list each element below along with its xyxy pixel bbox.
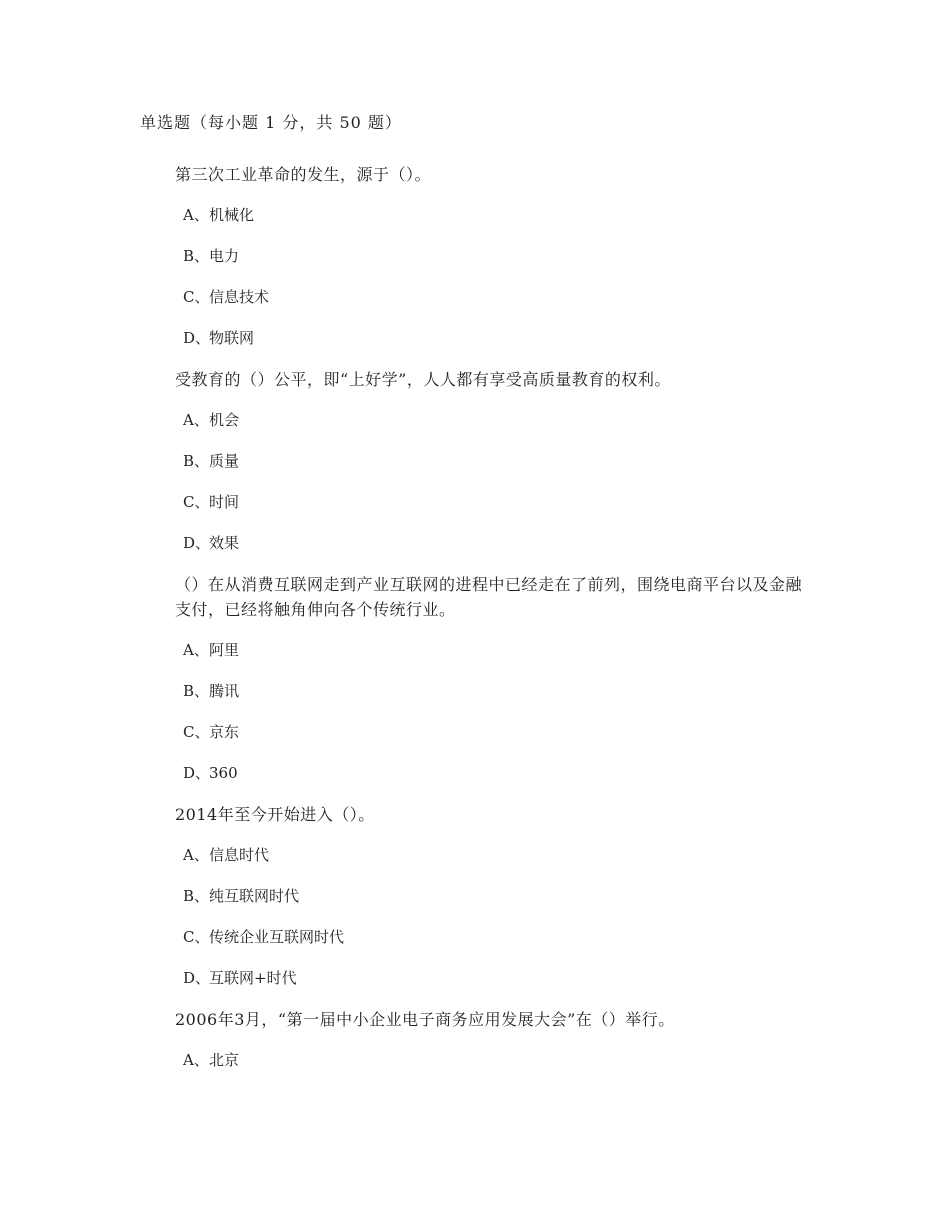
option-b [183, 884, 815, 909]
option-letter: A、 [183, 206, 209, 224]
option-letter: A、 [183, 641, 209, 659]
option-text: 机械化 [209, 206, 255, 224]
option-a [183, 638, 815, 663]
option-text: 质量 [209, 452, 240, 470]
option-text: 京东 [209, 723, 240, 741]
option-text: 时间 [209, 493, 240, 511]
question-stem: （）在从消费互联网走到产业互联网的进程中已经走在了前列，围绕电商平台以及金融支付，已经将触角伸向各个传统行业。 [175, 575, 803, 619]
option-text: 效果 [209, 534, 240, 552]
question-list [175, 162, 815, 1089]
option-d [183, 761, 815, 786]
option-text: 北京 [209, 1051, 240, 1069]
option-text: 360 [209, 764, 238, 782]
option-letter: C、 [183, 493, 210, 511]
question-stem: 2006年3月，“第一届中小企业电子商务应用发展大会”在（）举行。 [175, 1010, 675, 1029]
question-4 [175, 802, 815, 991]
option-b [183, 679, 815, 704]
option-c [183, 720, 815, 745]
option-text: 信息技术 [209, 288, 270, 306]
option-letter: A、 [183, 1051, 209, 1069]
option-text: 纯互联网时代 [209, 887, 300, 905]
option-text: 信息时代 [209, 846, 270, 864]
option-letter: A、 [183, 846, 209, 864]
option-letter: B、 [183, 452, 210, 470]
section-title: 单选题（每小题 1 分，共 50 题） [140, 113, 402, 132]
option-text: 传统企业互联网时代 [209, 928, 345, 946]
option-text: 机会 [209, 411, 240, 429]
option-text: 互联网+时代 [209, 969, 297, 987]
option-d [183, 966, 815, 991]
option-text: 阿里 [209, 641, 240, 659]
question-2 [175, 367, 815, 556]
option-a [183, 408, 815, 433]
question-5 [175, 1007, 815, 1073]
option-d [183, 326, 815, 351]
option-b [183, 449, 815, 474]
option-b [183, 244, 815, 269]
option-letter: D、 [183, 969, 211, 987]
question-1 [175, 162, 815, 351]
question-3 [175, 572, 815, 786]
option-a [183, 843, 815, 868]
option-letter: B、 [183, 682, 210, 700]
option-a [183, 1048, 815, 1073]
option-letter: A、 [183, 411, 209, 429]
option-a [183, 203, 815, 228]
option-d [183, 531, 815, 556]
option-letter: C、 [183, 723, 210, 741]
option-letter: B、 [183, 887, 210, 905]
question-stem: 第三次工业革命的发生，源于（）。 [175, 165, 432, 184]
option-letter: D、 [183, 329, 211, 347]
option-letter: D、 [183, 764, 211, 782]
option-letter: C、 [183, 928, 210, 946]
option-text: 电力 [209, 247, 240, 265]
question-stem: 2014年至今开始进入（）。 [175, 805, 375, 824]
option-letter: D、 [183, 534, 211, 552]
option-letter: B、 [183, 247, 210, 265]
option-c [183, 490, 815, 515]
option-letter: C、 [183, 288, 210, 306]
question-stem: 受教育的（）公平，即“上好学”，人人都有享受高质量教育的权利。 [175, 370, 671, 389]
option-c [183, 285, 815, 310]
option-text: 物联网 [209, 329, 255, 347]
option-text: 腾讯 [209, 682, 240, 700]
option-c [183, 925, 815, 950]
